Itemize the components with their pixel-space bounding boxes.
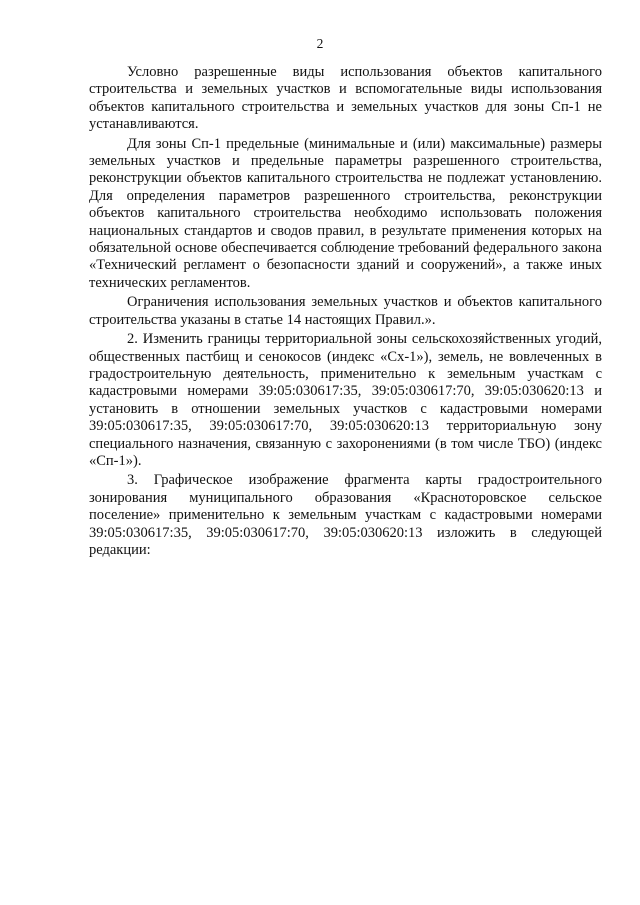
paragraph-item-3-map-fragment: 3. Графическое изображение фрагмента карты градостроительного зонирования муниципального образования «Красноторовское сельское поселение» применительно к земельным участкам с кадастровыми номерами 39:05:030617:35, 39:05:030617:70, 39:05:030620:13 изложить в следующей редакции: (89, 472, 602, 558)
paragraph-restrictions: Ограничения использования земельных участков и объектов капитального строительства указаны в статье 14 настоящих Правил.». (89, 294, 602, 328)
document-body (89, 64, 602, 561)
page-number: 2 (316, 36, 324, 51)
paragraph-conditional-uses: Условно разрешенные виды использования объектов капитального строительства и земельных участков и вспомогательные виды использования объектов капитального строительства и земельных участков для зоны Сп-1 не устанавливаются. (89, 64, 602, 133)
paragraph-item-2-zone-boundaries: 2. Изменить границы территориальной зоны сельскохозяйственных угодий, общественных пастбищ и сенокосов (индекс «Сх-1»), земель, не вовлеченных в градостроительную деятельность, применительно к земельным участкам с кадастровыми номерами 39:05:030617:35, 39:05:030617:70, 39:05:030620:13 и установить в отношении земельных участков с кадастровыми номерами 39:05:030617:35, 39:05:030617:70, 39:05:030620:13 территориальную зону специального назначения, связанную с захоронениями (в том числе ТБО) (индекс «Сп-1»). (89, 331, 602, 469)
paragraph-limit-parameters: Для зоны Сп-1 предельные (минимальные и (или) максимальные) размеры земельных участков и предельные параметры разрешенного строительства, реконструкции объектов капитального строительства не подлежат установлению. Для определения параметров разрешенного строительства, реконструкции объектов капитального строительства необходимо использовать положения национальных стандартов и сводов правил, в результате применения которых на обязательной основе обеспечивается соблюдение требований федерального закона «Технический регламент о безопасности зданий и сооружений», а также иных технических регламентов. (89, 135, 602, 291)
